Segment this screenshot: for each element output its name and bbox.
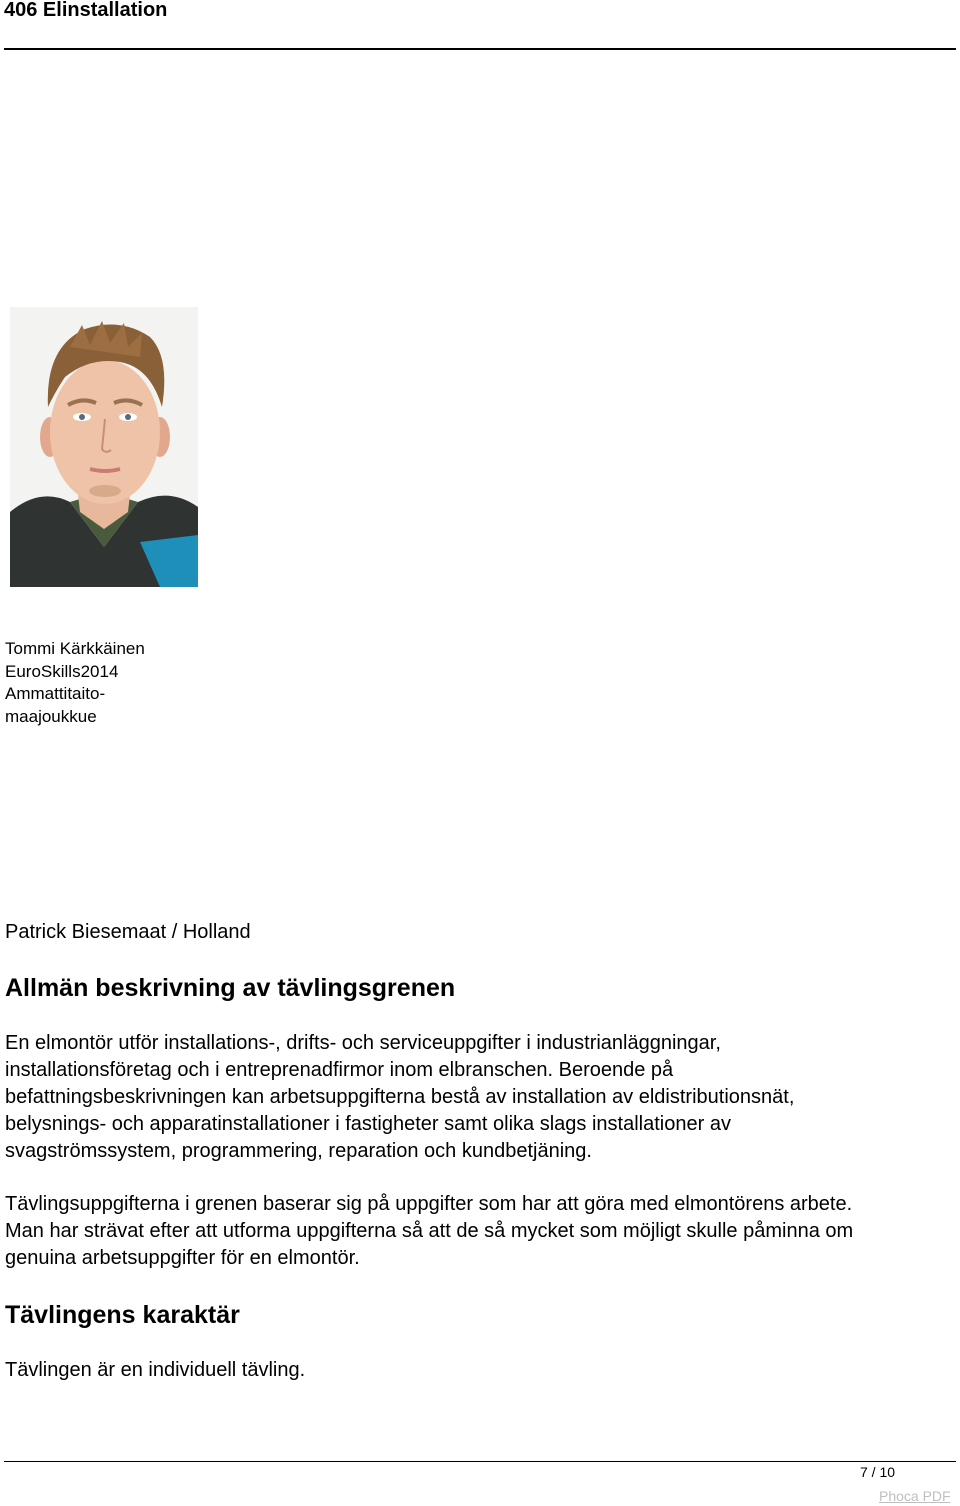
document-title: 406 Elinstallation: [4, 0, 168, 21]
text-line: genuina arbetsuppgifter för en elmontör.: [5, 1247, 360, 1269]
character-paragraph: Tävlingen är en individuell tävling.: [5, 1359, 306, 1381]
text-line: En elmontör utför installations-, drifts- och serviceuppgifter i industrianläggningar,: [5, 1032, 721, 1054]
caption-line: Tommi Kärkkäinen: [5, 639, 145, 658]
photo-caption: [5, 638, 145, 728]
text-line: Tävlingsuppgifterna i grenen baserar sig på uppgifter som har att göra med elmontörens arbete.: [5, 1193, 853, 1215]
text-line: svagströmssystem, programmering, reparation och kundbetjäning.: [5, 1140, 592, 1162]
author-byline: Patrick Biesemaat / Holland: [5, 921, 251, 943]
caption-line: maajoukkue: [5, 706, 97, 726]
section-heading-general: Allmän beskrivning av tävlingsgrenen: [5, 974, 456, 1002]
text-line: Man har strävat efter att utforma uppgifterna så att de så mycket som möjligt skulle påminna om: [5, 1220, 854, 1242]
general-paragraph-1: [5, 1030, 953, 1165]
text-line: belysnings- och apparatinstallationer i fastigheter samt olika slags installationer av: [5, 1113, 731, 1135]
footer-divider: [4, 1461, 956, 1462]
phoca-pdf-link[interactable]: Phoca PDF: [879, 1488, 951, 1504]
page-number: 7 / 10: [860, 1464, 896, 1480]
general-paragraph-2: [5, 1191, 955, 1272]
header-divider: [4, 48, 956, 50]
text-line: befattningsbeskrivningen kan arbetsuppgifterna bestå av installation av eldistributionsnät,: [5, 1086, 795, 1108]
portrait-illustration: [10, 307, 198, 587]
caption-line: Ammattitaito-: [5, 684, 106, 703]
portrait-photo: [10, 307, 198, 587]
caption-line: EuroSkills2014: [5, 661, 119, 681]
section-heading-character: Tävlingens karaktär: [5, 1301, 240, 1329]
text-line: installationsföretag och i entreprenadfirmor inom elbranschen. Beroende på: [5, 1059, 674, 1081]
